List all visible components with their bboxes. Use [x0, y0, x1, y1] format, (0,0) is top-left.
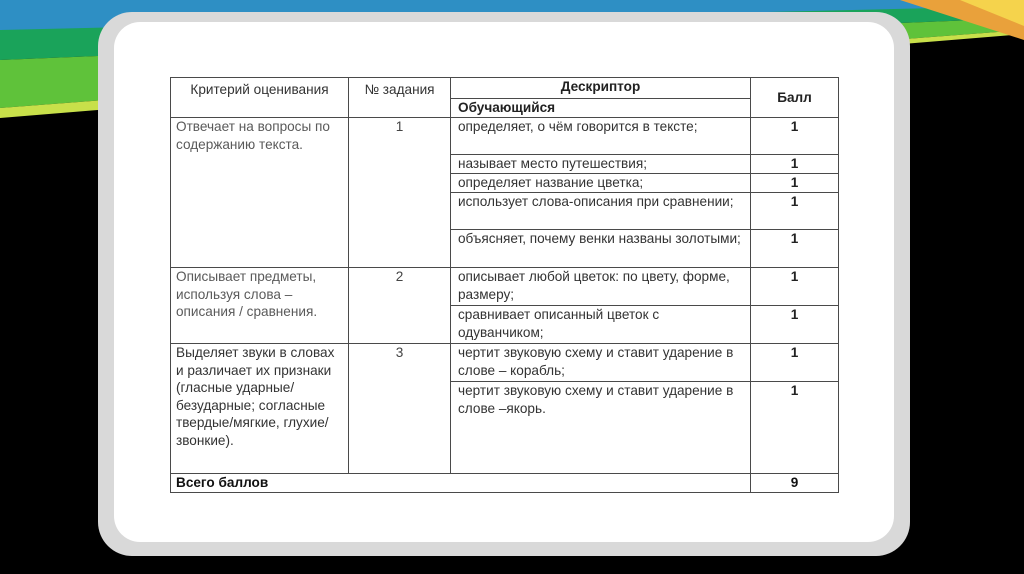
- score-2-2: 1: [751, 306, 839, 344]
- task-number-2: 2: [349, 268, 451, 344]
- descriptor-1-2: называет место путешествия;: [451, 155, 751, 174]
- header-task-number: № задания: [349, 78, 451, 118]
- total-score: 9: [751, 474, 839, 493]
- descriptor-1-4: использует слова-описания при сравнении;: [451, 193, 751, 230]
- header-criteria: Критерий оценивания: [171, 78, 349, 118]
- header-descriptor: Дескриптор: [451, 78, 751, 99]
- descriptor-1-1: определяет, о чём говорится в тексте;: [451, 118, 751, 155]
- task-number-3: 3: [349, 344, 451, 474]
- score-3-1: 1: [751, 344, 839, 382]
- assessment-table-sheet: [170, 77, 840, 500]
- header-score: Балл: [751, 78, 839, 118]
- descriptor-2-2: сравнивает описанный цветок с одуванчиком;: [451, 306, 751, 344]
- descriptor-1-5: объясняет, почему венки названы золотыми;: [451, 230, 751, 268]
- descriptor-3-2: чертит звуковую схему и ставит ударение в слове –якорь.: [451, 382, 751, 474]
- header-student: Обучающийся: [451, 99, 751, 118]
- descriptor-3-1: чертит звуковую схему и ставит ударение в слове – корабль;: [451, 344, 751, 382]
- score-1-4: 1: [751, 193, 839, 230]
- assessment-table: [170, 77, 839, 493]
- score-1-2: 1: [751, 155, 839, 174]
- task-number-1: 1: [349, 118, 451, 268]
- score-1-5: 1: [751, 230, 839, 268]
- score-3-2: 1: [751, 382, 839, 474]
- criteria-3: Выделяет звуки в словах и различает их признаки (гласные ударные/безударные; согласные твердые/мягкие, глухие/звонкие).: [171, 344, 349, 474]
- score-2-1: 1: [751, 268, 839, 306]
- descriptor-1-3: определяет название цветка;: [451, 174, 751, 193]
- score-1-3: 1: [751, 174, 839, 193]
- criteria-2: Описывает предметы, используя слова – описания / сравнения.: [171, 268, 349, 344]
- score-1-1: 1: [751, 118, 839, 155]
- total-label: Всего баллов: [171, 474, 751, 493]
- descriptor-2-1: описывает любой цветок: по цвету, форме, размеру;: [451, 268, 751, 306]
- criteria-1: Отвечает на вопросы по содержанию текста.: [171, 118, 349, 268]
